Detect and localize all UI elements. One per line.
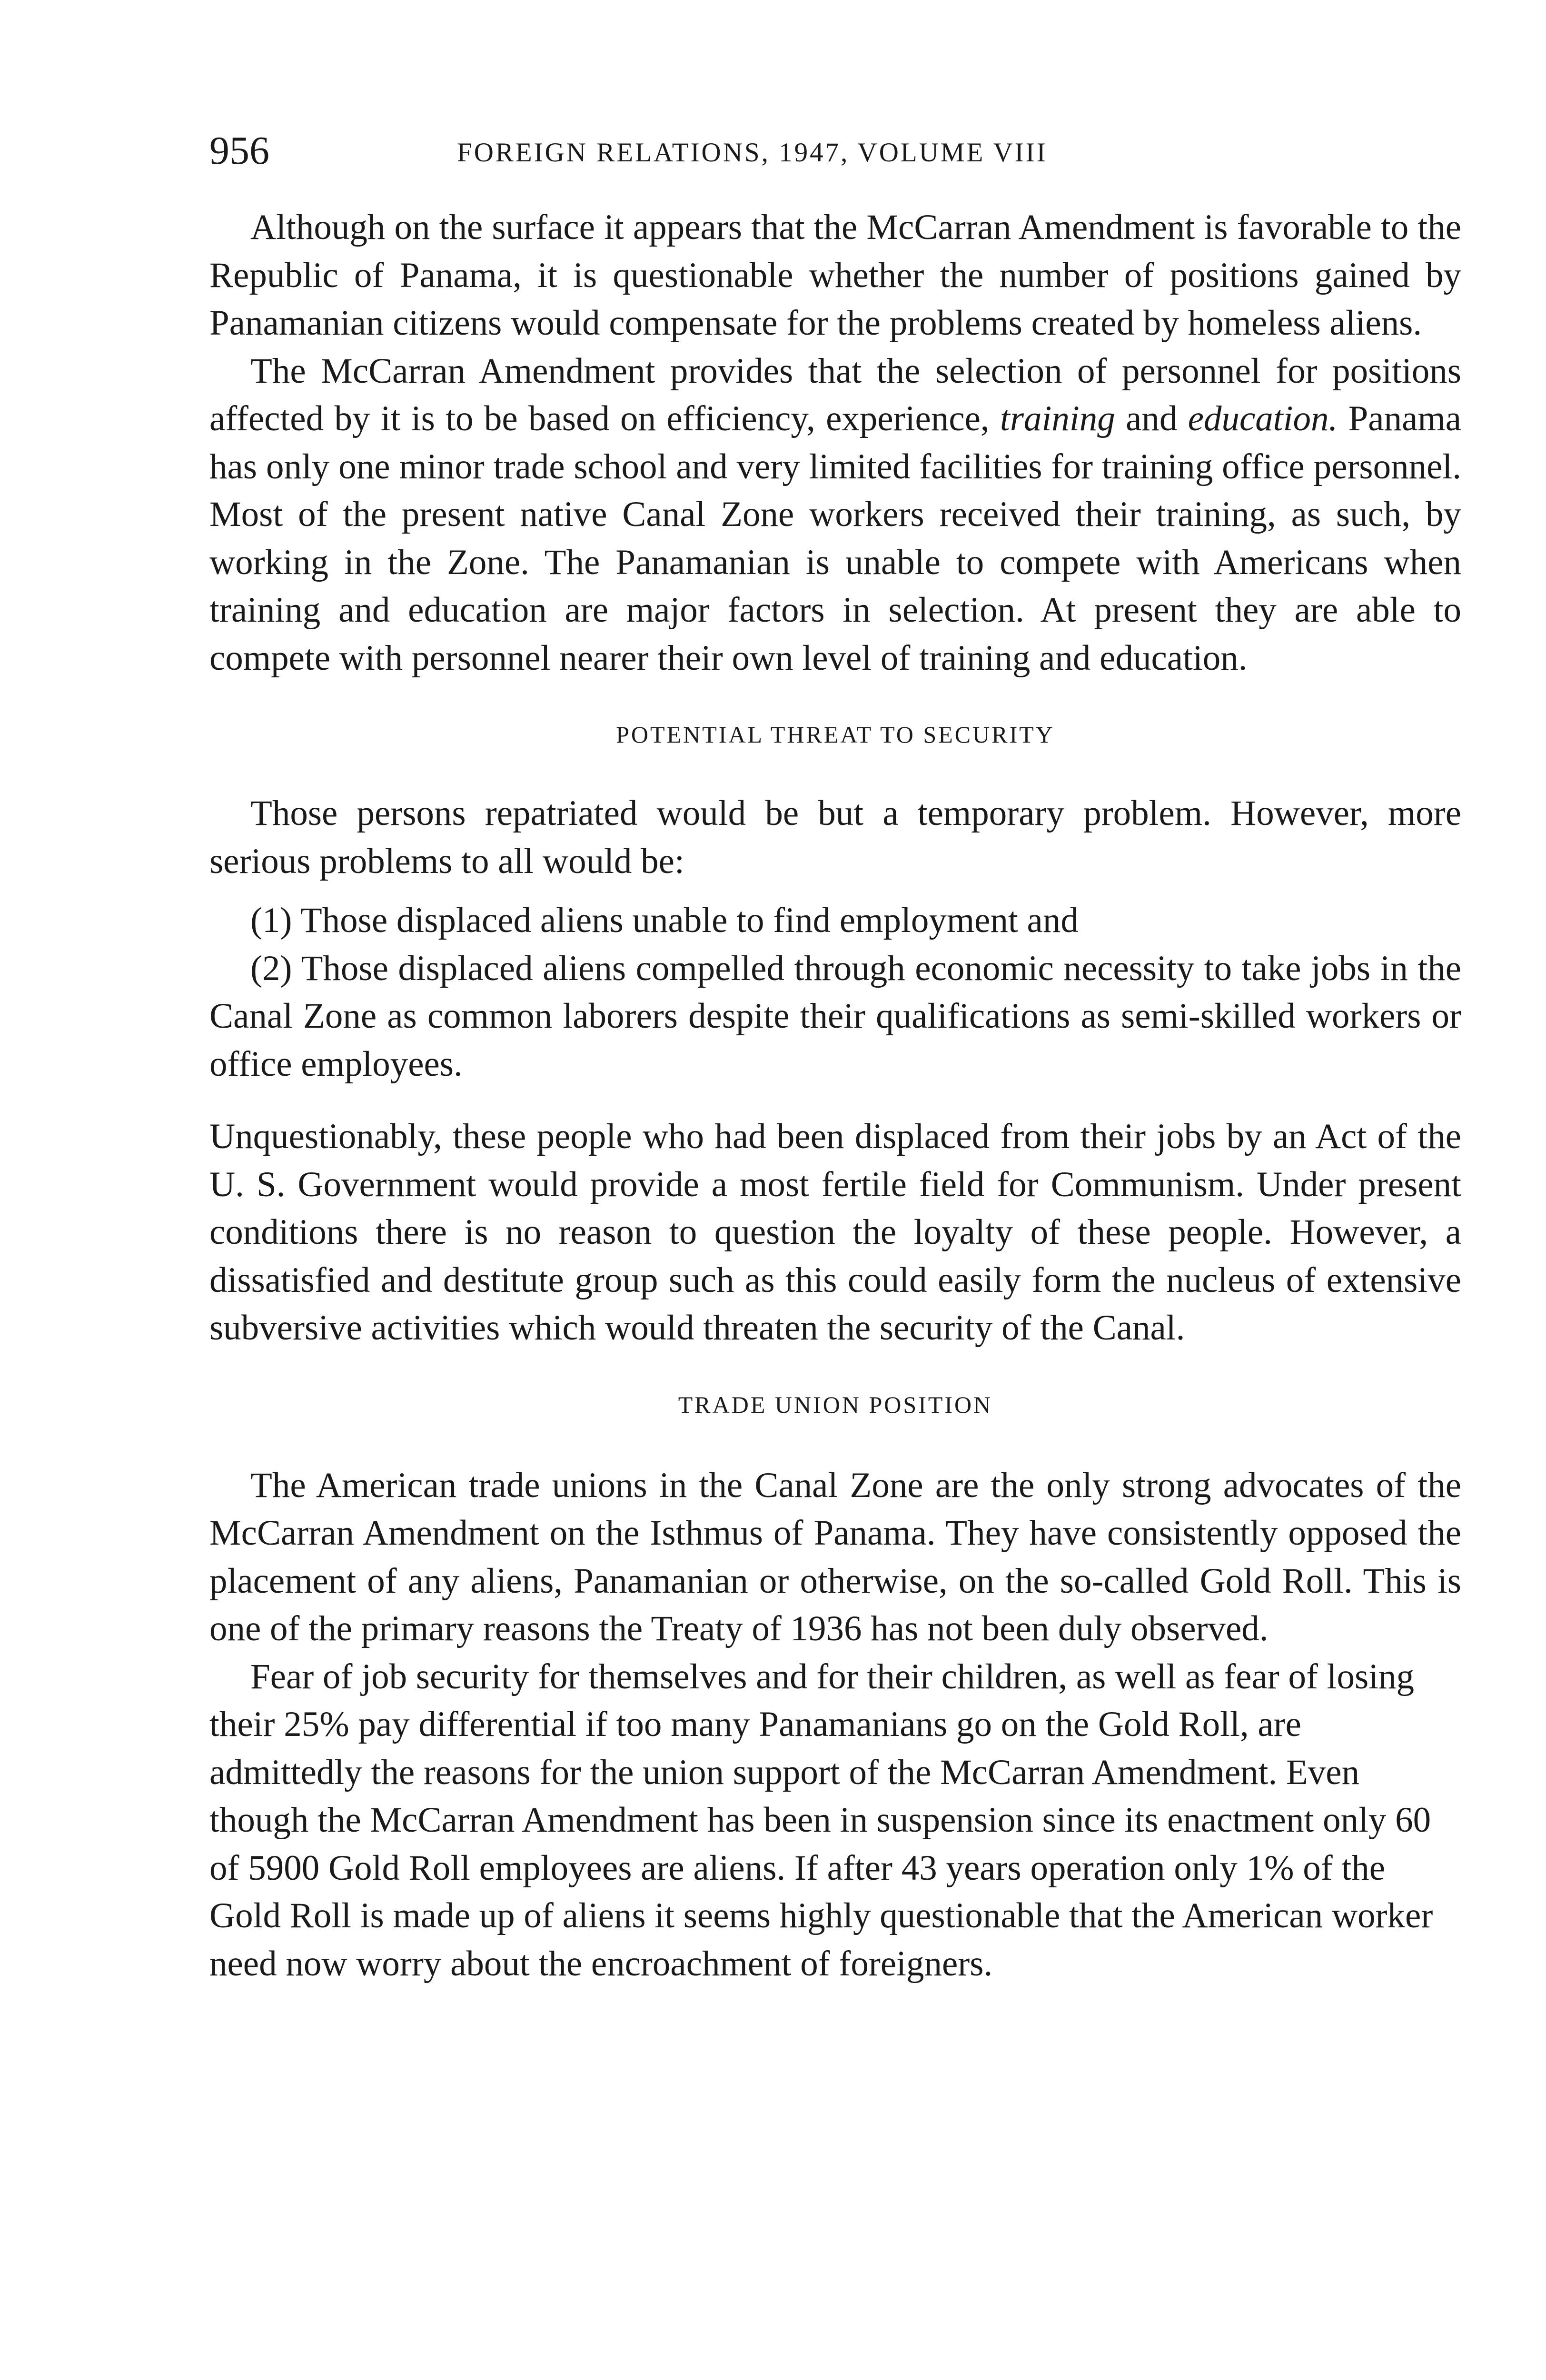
paragraph-job-security: Fear of job security for themselves and for their children, as well as fear of losing their 25% pay differential if too many Panamanians go on the Gold Roll, are admittedly the reasons for the union support of the McCarran Amendment. Even though the McCarran Amendment has been in suspension since its enactment only 60 of 5900 Gold Roll employees are aliens. If after 43 years operation only 1% of the Gold Roll is made up of aliens it seems highly questionable that the American worker need now worry about the encroachment of foreigners. — [209, 1656, 1433, 1983]
emphasis-education: education. — [1188, 399, 1338, 438]
paragraph-repatriated: Those persons repatriated would be but a temporary problem. However, more serious problems to all would be: — [209, 793, 1461, 881]
list-item-1: (1) Those displaced aliens unable to find employment and — [250, 901, 1079, 940]
emphasis-training: training — [1000, 399, 1115, 438]
paragraph-selection-personnel — [209, 347, 1461, 683]
conjunction-and: and — [1115, 399, 1188, 438]
paragraph-communism: Unquestionably, these people who had been displaced from their jobs by an Act of the U. S. Government would provide a most fertile field for Communism. Under present conditions there is no reason to question the loyalty of these people. However, a dissatisfied and destitute group such as this could easily form the nucleus of extensive subversive activities which would threaten the security of the Canal. — [209, 1117, 1461, 1348]
paragraph-trade-unions: The American trade unions in the Canal Zone are the only strong advocates of the McCarran Amendment on the Isthmus of Panama. They have consistently opposed the placement of any aliens, Panamanian or otherwise, on the so-called Gold Roll. This is one of the primary reasons the Treaty of 1936 has not been duly observed. — [209, 1465, 1461, 1648]
paragraph-text-end: Panama has only one minor trade school and very limited facilities for training office personnel. Most of the present native Canal Zone workers received their training, as such, by working in the Zone. The Panamanian is unable to compete with Americans when training and education are major factors in selection. At present they are able to compete with personnel nearer their own level of training and education. — [209, 399, 1461, 678]
page-number: 956 — [209, 129, 269, 173]
page-header — [209, 125, 1466, 177]
body-text — [209, 204, 1461, 1988]
paragraph-text-start: The McCarran Amendment provides that the selection of personnel for positions affected by it is to be based on efficiency, experience, — [209, 351, 1461, 438]
running-head: FOREIGN RELATIONS, 1947, VOLUME VIII — [457, 138, 1048, 168]
section-heading-trade-union: TRADE UNION POSITION — [678, 1391, 993, 1418]
section-heading-security: POTENTIAL THREAT TO SECURITY — [616, 721, 1055, 748]
list-item-2: (2) Those displaced aliens compelled through economic necessity to take jobs in the Canal Zone as common laborers despite their qualifications as semi-skilled workers or office employees. — [209, 948, 1461, 1084]
paragraph-amendment-favorable: Although on the surface it appears that the McCarran Amendment is favorable to the Republic of Panama, it is questionable whether the number of positions gained by Panamanian citizens would compensate for the problems created by homeless aliens. — [209, 208, 1461, 343]
